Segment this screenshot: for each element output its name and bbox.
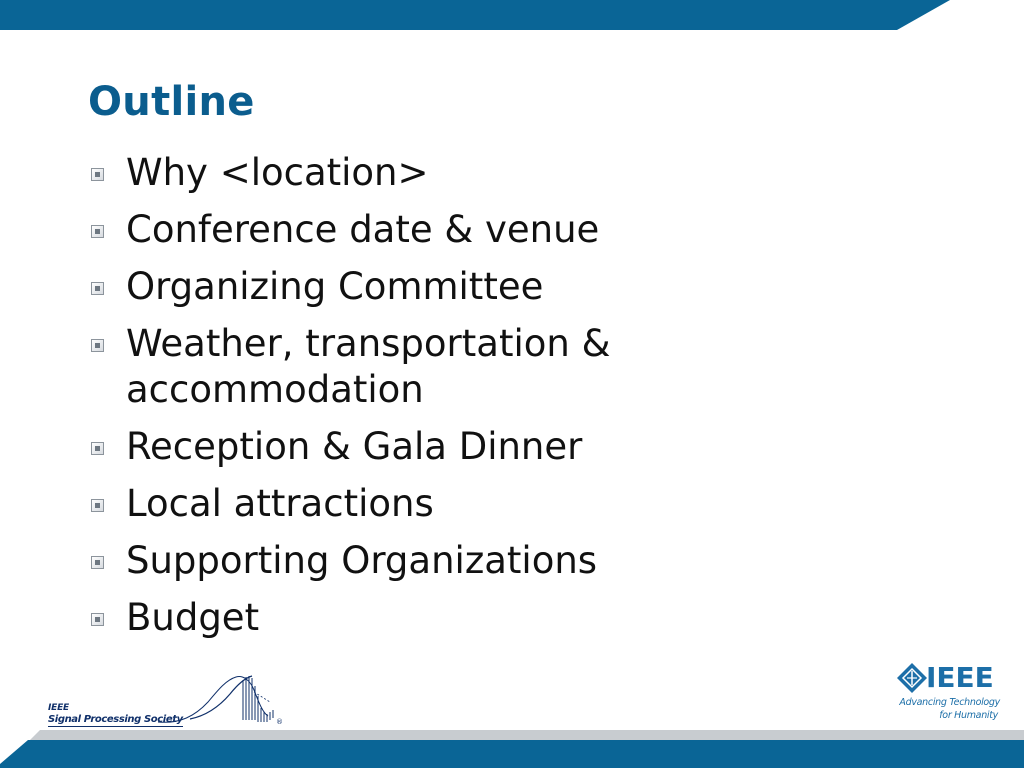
bullet-list: [88, 150, 788, 652]
bullet-text: Why <location>: [126, 151, 429, 194]
slide-title: Outline: [88, 79, 255, 125]
bullet-item: [88, 150, 788, 196]
square-bullet-icon: [91, 442, 104, 455]
square-bullet-icon: [91, 225, 104, 238]
sps-name: Signal Processing Society: [48, 714, 183, 725]
square-bullet-icon: [91, 168, 104, 181]
bullet-text: Conference date & venue: [126, 208, 600, 251]
ieee-tagline-2: for Humanity: [939, 710, 998, 721]
sps-ieee-text: IEEE: [48, 703, 69, 713]
bullet-item: [88, 538, 788, 584]
ieee-wordmark: IEEE: [926, 661, 994, 694]
bullet-text: Reception & Gala Dinner: [126, 425, 583, 468]
bullet-text: Budget: [126, 596, 260, 639]
ieee-diamond-icon: [896, 662, 928, 694]
ieee-tagline-1: Advancing Technology: [899, 697, 1000, 708]
bullet-item: [88, 264, 788, 310]
bottom-banner: [0, 730, 1024, 768]
square-bullet-icon: [91, 556, 104, 569]
bullet-text: Organizing Committee: [126, 265, 544, 308]
bullet-text: Weather, transportation & accommodation: [126, 322, 611, 411]
bullet-item: [88, 481, 788, 527]
ieee-logo: [892, 660, 1004, 726]
square-bullet-icon: [91, 282, 104, 295]
bullet-text: Local attractions: [126, 482, 434, 525]
sps-logo: [40, 672, 290, 732]
square-bullet-icon: [91, 613, 104, 626]
bullet-item: [88, 321, 788, 413]
registered-mark: ®: [276, 718, 283, 726]
top-banner: [0, 0, 1024, 30]
bullet-item: [88, 595, 788, 641]
bullet-item: [88, 424, 788, 470]
bullet-item: [88, 207, 788, 253]
bullet-text: Supporting Organizations: [126, 539, 598, 582]
square-bullet-icon: [91, 499, 104, 512]
square-bullet-icon: [91, 339, 104, 352]
